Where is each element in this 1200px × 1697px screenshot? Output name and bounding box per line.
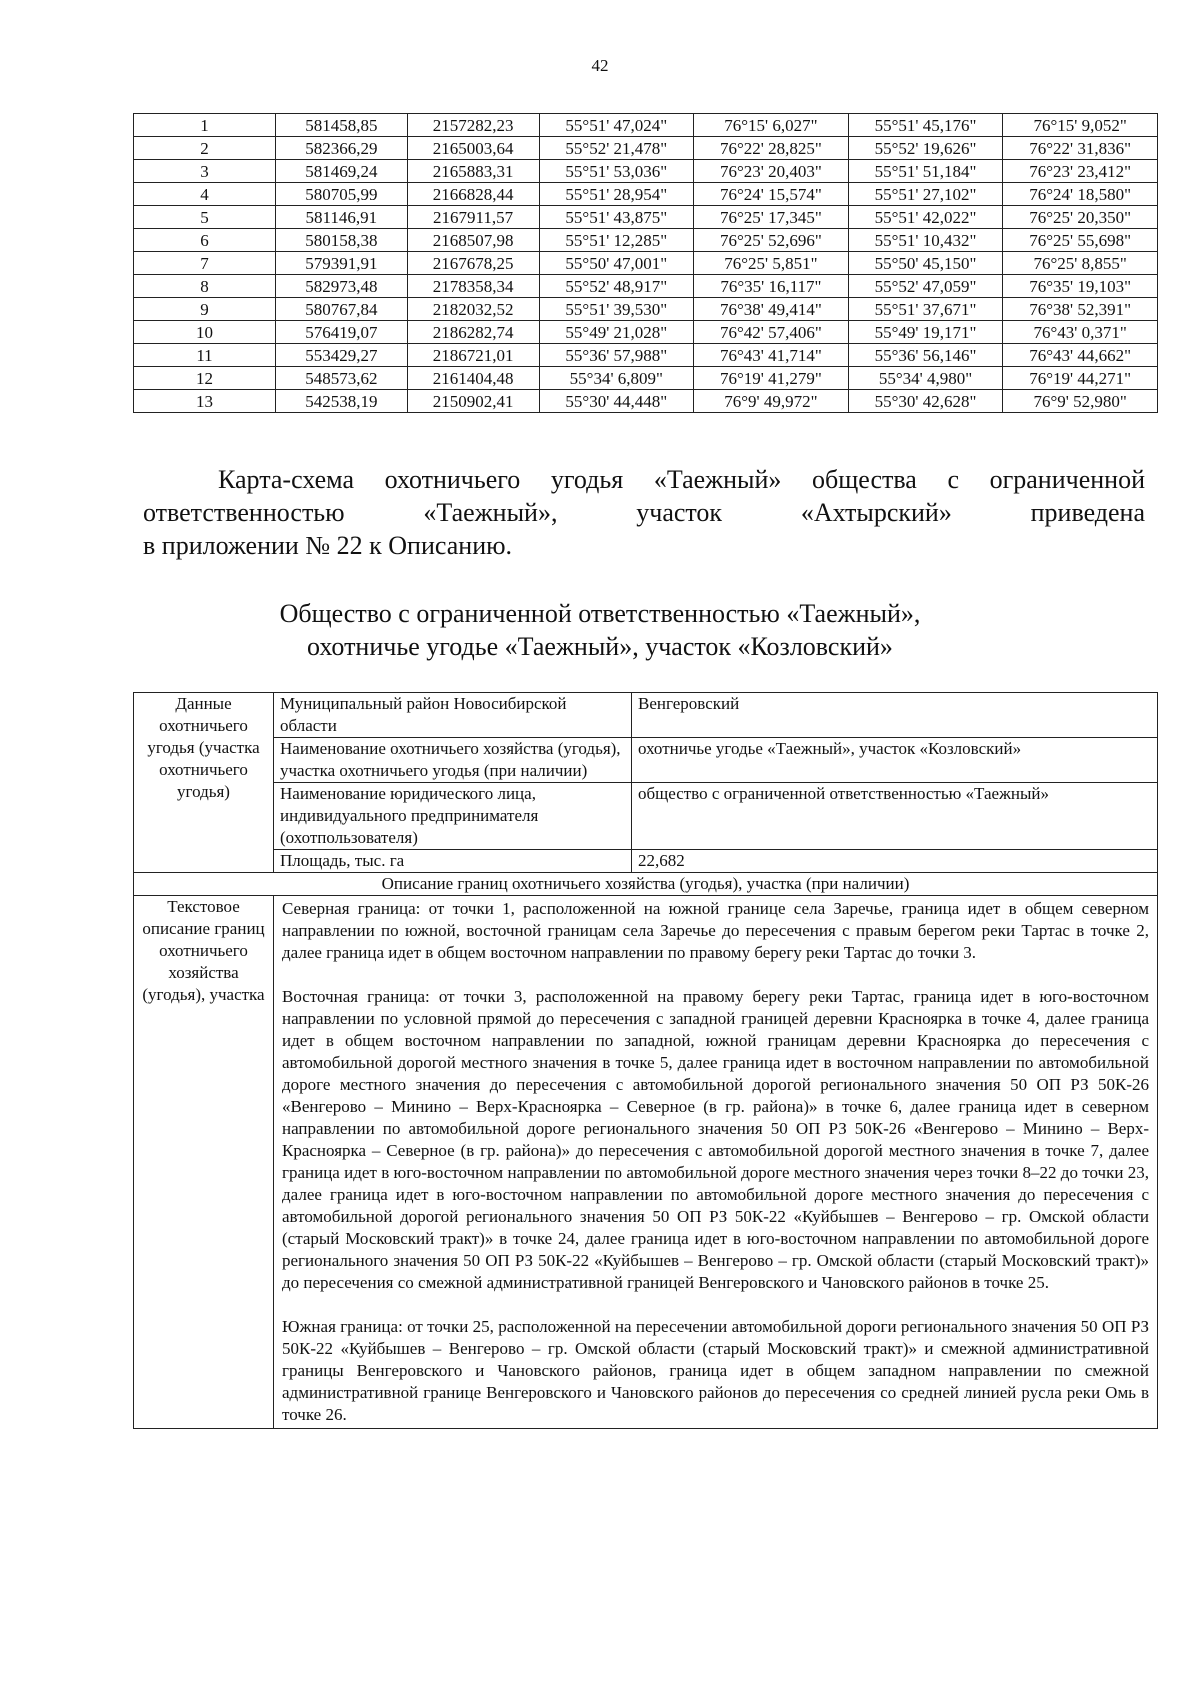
latitude-2-cell: 55°52' 19,626" bbox=[848, 137, 1003, 160]
longitude-2-cell: 76°35' 19,103" bbox=[1003, 275, 1158, 298]
latitude-2-cell: 55°51' 45,176" bbox=[848, 114, 1003, 137]
longitude-1-cell: 76°23' 20,403" bbox=[694, 160, 849, 183]
map-reference-line-2: ответственностью «Таежный», участок «Ахтырский» приведена bbox=[143, 498, 1145, 527]
latitude-1-cell: 55°36' 57,988" bbox=[539, 344, 694, 367]
longitude-1-cell: 76°35' 16,117" bbox=[694, 275, 849, 298]
coord-y-cell: 2161404,48 bbox=[407, 367, 539, 390]
longitude-2-cell: 76°25' 20,350" bbox=[1003, 206, 1158, 229]
coordinate-row bbox=[134, 252, 1158, 275]
point-number-cell: 6 bbox=[134, 229, 276, 252]
coordinate-row bbox=[134, 390, 1158, 413]
south-boundary-paragraph: Южная граница: от точки 25, расположенной на пересечении автомобильной дороги регионального значения 50 ОП РЗ 50К-22 «Куйбышев – Венгерово – гр. Омской области (старый Московский тракт)» и смежной административной границы Венгеровского и Чановского районов, граница идет в общем западном направлении по смежной административной границе Венгеровского и Чановского районов до пересечения со средней линией русла реки Омь в точке 26. bbox=[282, 1317, 1149, 1424]
latitude-1-cell: 55°50' 47,001" bbox=[539, 252, 694, 275]
coordinates-table bbox=[133, 113, 1158, 413]
info-row-label: Наименование охотничьего хозяйства (угодья), участка охотничьего угодья (при наличии) bbox=[274, 738, 632, 783]
latitude-1-cell: 55°51' 53,036" bbox=[539, 160, 694, 183]
latitude-1-cell: 55°51' 43,875" bbox=[539, 206, 694, 229]
point-number-cell: 8 bbox=[134, 275, 276, 298]
longitude-2-cell: 76°38' 52,391" bbox=[1003, 298, 1158, 321]
point-number-cell: 3 bbox=[134, 160, 276, 183]
latitude-2-cell: 55°52' 47,059" bbox=[848, 275, 1003, 298]
coord-x-cell: 581146,91 bbox=[276, 206, 408, 229]
coord-y-cell: 2182032,52 bbox=[407, 298, 539, 321]
latitude-1-cell: 55°34' 6,809" bbox=[539, 367, 694, 390]
longitude-1-cell: 76°38' 49,414" bbox=[694, 298, 849, 321]
coordinate-row bbox=[134, 321, 1158, 344]
latitude-2-cell: 55°49' 19,171" bbox=[848, 321, 1003, 344]
latitude-1-cell: 55°51' 47,024" bbox=[539, 114, 694, 137]
coord-y-cell: 2157282,23 bbox=[407, 114, 539, 137]
coord-x-cell: 582973,48 bbox=[276, 275, 408, 298]
longitude-1-cell: 76°19' 41,279" bbox=[694, 367, 849, 390]
coord-y-cell: 2167911,57 bbox=[407, 206, 539, 229]
coord-x-cell: 553429,27 bbox=[276, 344, 408, 367]
longitude-1-cell: 76°15' 6,027" bbox=[694, 114, 849, 137]
coord-x-cell: 548573,62 bbox=[276, 367, 408, 390]
map-reference-line-3: в приложении № 22 к Описанию. bbox=[143, 531, 513, 560]
coord-x-cell: 580705,99 bbox=[276, 183, 408, 206]
longitude-2-cell: 76°22' 31,836" bbox=[1003, 137, 1158, 160]
info-row-value: Венгеровский bbox=[632, 693, 1158, 738]
longitude-1-cell: 76°42' 57,406" bbox=[694, 321, 849, 344]
coord-y-cell: 2186721,01 bbox=[407, 344, 539, 367]
latitude-1-cell: 55°51' 28,954" bbox=[539, 183, 694, 206]
coordinate-row bbox=[134, 183, 1158, 206]
info-row-value: общество с ограниченной ответственностью «Таежный» bbox=[632, 783, 1158, 850]
hunting-ground-info-table bbox=[133, 692, 1158, 1429]
longitude-2-cell: 76°43' 44,662" bbox=[1003, 344, 1158, 367]
latitude-1-cell: 55°52' 21,478" bbox=[539, 137, 694, 160]
info-row-label: Наименование юридического лица, индивидуального предпринимателя (охотпользователя) bbox=[274, 783, 632, 850]
longitude-1-cell: 76°9' 49,972" bbox=[694, 390, 849, 413]
longitude-2-cell: 76°43' 0,371" bbox=[1003, 321, 1158, 344]
longitude-2-cell: 76°25' 55,698" bbox=[1003, 229, 1158, 252]
longitude-2-cell: 76°15' 9,052" bbox=[1003, 114, 1158, 137]
longitude-2-cell: 76°24' 18,580" bbox=[1003, 183, 1158, 206]
coordinate-row bbox=[134, 206, 1158, 229]
latitude-1-cell: 55°49' 21,028" bbox=[539, 321, 694, 344]
longitude-2-cell: 76°23' 23,412" bbox=[1003, 160, 1158, 183]
point-number-cell: 13 bbox=[134, 390, 276, 413]
latitude-1-cell: 55°51' 12,285" bbox=[539, 229, 694, 252]
point-number-cell: 9 bbox=[134, 298, 276, 321]
latitude-2-cell: 55°51' 42,022" bbox=[848, 206, 1003, 229]
map-reference-paragraph bbox=[143, 463, 1145, 562]
coord-x-cell: 542538,19 bbox=[276, 390, 408, 413]
boundaries-text bbox=[274, 896, 1158, 1429]
point-number-cell: 4 bbox=[134, 183, 276, 206]
latitude-1-cell: 55°52' 48,917" bbox=[539, 275, 694, 298]
coordinate-row bbox=[134, 137, 1158, 160]
page-number: 42 bbox=[591, 56, 609, 75]
point-number-cell: 5 bbox=[134, 206, 276, 229]
coord-x-cell: 582366,29 bbox=[276, 137, 408, 160]
longitude-2-cell: 76°25' 8,855" bbox=[1003, 252, 1158, 275]
info-row-label: Муниципальный район Новосибирской области bbox=[274, 693, 632, 738]
coordinate-row bbox=[134, 229, 1158, 252]
point-number-cell: 7 bbox=[134, 252, 276, 275]
point-number-cell: 1 bbox=[134, 114, 276, 137]
boundaries-text-label: Текстовое описание границ охотничьего хозяйства (угодья), участка bbox=[134, 896, 274, 1429]
coord-y-cell: 2150902,41 bbox=[407, 390, 539, 413]
point-number-cell: 2 bbox=[134, 137, 276, 160]
info-row bbox=[134, 783, 1158, 850]
coord-x-cell: 579391,91 bbox=[276, 252, 408, 275]
longitude-1-cell: 76°25' 5,851" bbox=[694, 252, 849, 275]
boundaries-text-row bbox=[134, 896, 1158, 1429]
east-boundary-paragraph: Восточная граница: от точки 3, расположенной на правому берегу реки Тартас, граница идет в юго-восточном направлении по условной прямой до пересечения с западной границей деревни Красноярка в точке 4, далее граница идет в общем восточном направлении по западной, южной границам деревни Красноярка до пересечения с автомобильной дорогой местного значения в точке 5, далее граница идет в восточном направлении по автомобильной дороге местного значения до пересечения с автомобильной дорогой регионального значения 50 ОП РЗ 50К-26 «Венгерово – Минино – Верх-Красноярка – Северное (в гр. района)» в точке 6, далее граница идет в северном направлении по автомобильной дороге регионального значения 50 ОП РЗ 50К-26 «Венгерово – Минино – Верх-Красноярка – Северное (в гр. района)» до пересечения с автомобильной дорогой местного значения в точке 7, далее граница идет в юго-восточном направлении по автомобильной дороге местного значения через точки 8–22 до точки 23, далее граница идет в юго-восточном направлении по автомобильной дороге местного значения до пересечения с автомобильной дорогой регионального значения 50 ОП РЗ 50К-22 «Куйбышев – Венгерово – гр. Омской области (старый Московский тракт)» в точке 24, далее граница идет в юго-восточном направлении по автомобильной дороге регионального значения 50 ОП РЗ 50К-22 «Куйбышев – Венгерово – гр. Омской области (старый Московский тракт)» до пересечения со смежной административной границей Венгеровского и Чановского районов в точке 25. bbox=[282, 987, 1149, 1292]
latitude-2-cell: 55°30' 42,628" bbox=[848, 390, 1003, 413]
coord-y-cell: 2167678,25 bbox=[407, 252, 539, 275]
coordinate-row bbox=[134, 298, 1158, 321]
coord-y-cell: 2165883,31 bbox=[407, 160, 539, 183]
coord-x-cell: 580158,38 bbox=[276, 229, 408, 252]
latitude-2-cell: 55°51' 10,432" bbox=[848, 229, 1003, 252]
coord-x-cell: 580767,84 bbox=[276, 298, 408, 321]
coordinate-row bbox=[134, 160, 1158, 183]
coordinate-row bbox=[134, 367, 1158, 390]
info-row-value: охотничье угодье «Таежный», участок «Козловский» bbox=[632, 738, 1158, 783]
latitude-2-cell: 55°51' 37,671" bbox=[848, 298, 1003, 321]
map-reference-line-1: Карта-схема охотничьего угодья «Таежный» общества с ограниченной bbox=[218, 465, 1145, 494]
section-heading-line-2: охотничье угодье «Таежный», участок «Козловский» bbox=[307, 632, 893, 661]
coord-y-cell: 2178358,34 bbox=[407, 275, 539, 298]
latitude-1-cell: 55°30' 44,448" bbox=[539, 390, 694, 413]
coordinate-row bbox=[134, 344, 1158, 367]
section-heading-line-1: Общество с ограниченной ответственностью «Таежный», bbox=[279, 599, 921, 628]
longitude-1-cell: 76°25' 17,345" bbox=[694, 206, 849, 229]
info-row bbox=[134, 738, 1158, 783]
coord-x-cell: 581469,24 bbox=[276, 160, 408, 183]
longitude-1-cell: 76°22' 28,825" bbox=[694, 137, 849, 160]
longitude-1-cell: 76°24' 15,574" bbox=[694, 183, 849, 206]
point-number-cell: 10 bbox=[134, 321, 276, 344]
ground-data-label: Данные охотничьего угодья (участка охотничьего угодья) bbox=[134, 693, 274, 873]
latitude-2-cell: 55°50' 45,150" bbox=[848, 252, 1003, 275]
info-row bbox=[134, 850, 1158, 873]
latitude-2-cell: 55°34' 4,980" bbox=[848, 367, 1003, 390]
point-number-cell: 11 bbox=[134, 344, 276, 367]
point-number-cell: 12 bbox=[134, 367, 276, 390]
longitude-1-cell: 76°43' 41,714" bbox=[694, 344, 849, 367]
latitude-2-cell: 55°51' 27,102" bbox=[848, 183, 1003, 206]
longitude-2-cell: 76°9' 52,980" bbox=[1003, 390, 1158, 413]
info-row-label: Площадь, тыс. га bbox=[274, 850, 632, 873]
latitude-1-cell: 55°51' 39,530" bbox=[539, 298, 694, 321]
info-row-value: 22,682 bbox=[632, 850, 1158, 873]
north-boundary-paragraph: Северная граница: от точки 1, расположенной на южной границе села Заречье, граница идет в общем северном направлении по южной, восточной границам села Заречье до пересечения с правым берегом реки Тартас в точке 2, далее граница идет в общем восточном направлении по правому берегу реки Тартас до точки 3. bbox=[282, 899, 1149, 962]
boundaries-caption: Описание границ охотничьего хозяйства (угодья), участка (при наличии) bbox=[134, 873, 1158, 896]
longitude-1-cell: 76°25' 52,696" bbox=[694, 229, 849, 252]
longitude-2-cell: 76°19' 44,271" bbox=[1003, 367, 1158, 390]
coordinate-row bbox=[134, 275, 1158, 298]
coord-x-cell: 581458,85 bbox=[276, 114, 408, 137]
section-heading bbox=[0, 597, 1200, 663]
coord-x-cell: 576419,07 bbox=[276, 321, 408, 344]
coordinate-row bbox=[134, 114, 1158, 137]
coord-y-cell: 2166828,44 bbox=[407, 183, 539, 206]
coord-y-cell: 2165003,64 bbox=[407, 137, 539, 160]
latitude-2-cell: 55°36' 56,146" bbox=[848, 344, 1003, 367]
boundaries-caption-row bbox=[134, 873, 1158, 896]
info-row bbox=[134, 693, 1158, 738]
coord-y-cell: 2186282,74 bbox=[407, 321, 539, 344]
coord-y-cell: 2168507,98 bbox=[407, 229, 539, 252]
latitude-2-cell: 55°51' 51,184" bbox=[848, 160, 1003, 183]
